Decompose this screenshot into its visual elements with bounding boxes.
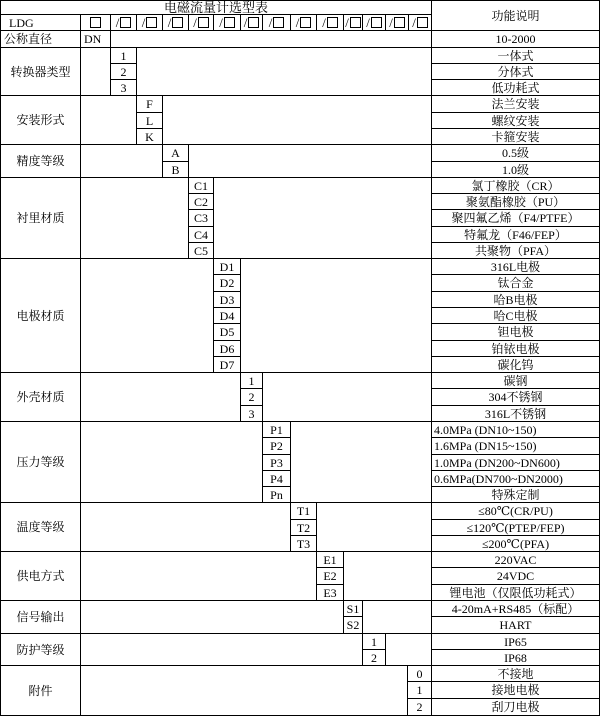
category-cell: 电极材质 [1,259,81,373]
desc-cell: 卡箍安装 [432,129,599,145]
model-slot-cell [363,15,386,31]
checkbox-icon [248,17,259,28]
checkbox-icon [273,17,284,28]
category-cell: 供电方式 [1,552,81,601]
checkbox-icon [198,17,209,28]
slash-separator: / [389,15,393,30]
spacer-cell [363,601,432,634]
code-cell: C4 [189,227,214,243]
checkbox-icon [417,17,428,28]
desc-cell: ≤120℃(PTEP/FEP) [432,520,599,536]
code-cell: S2 [344,617,363,634]
code-cell: 1 [111,48,137,64]
slash-separator: / [268,15,273,30]
code-cell: 2 [363,650,386,666]
model-slot-cell [291,15,317,31]
code-cell: C3 [189,210,214,227]
checkbox-icon [120,17,131,28]
checkbox-icon [146,17,157,28]
checkbox-icon [90,17,101,28]
code-cell: 1 [408,682,432,699]
desc-cell: 接地电极 [432,682,599,699]
spacer-cell [81,552,317,601]
desc-cell: 法兰安装 [432,96,599,113]
desc-cell: 分体式 [432,64,599,80]
spacer-cell [189,145,432,178]
code-cell: 0 [408,666,432,682]
desc-cell: ≤200℃(PFA) [432,536,599,552]
slash-separator: / [295,15,300,30]
desc-cell: 4.0MPa (DN10~150) [432,422,599,438]
code-cell: 2 [241,389,263,406]
model-slot-cell [317,15,344,31]
spacer-cell [81,48,111,96]
code-cell: T1 [291,503,317,520]
desc-cell: 刮刀电极 [491,700,540,714]
code-cell: D1 [214,259,241,275]
desc-cell: 316L电极 [432,259,599,275]
spacer-cell [137,48,432,96]
spacer-cell [386,634,432,666]
code-cell: C2 [189,194,214,210]
desc-cell: ≤80℃(CR/PU) [432,503,599,520]
slash-separator: / [366,15,370,30]
code-cell: 1 [241,373,263,389]
spacer-cell [81,373,241,422]
spacer-cell [111,31,432,48]
code-cell: 1 [363,634,386,650]
desc-cell: 1.0MPa (DN200~DN600) [432,455,599,471]
model-slot-cell [137,15,163,31]
code-cell: P4 [263,471,291,487]
desc-cell: 氯丁橡胶（CR） [432,178,599,194]
spacer-cell [81,145,163,178]
code-cell: D3 [214,292,241,308]
desc-cell: 哈C电极 [432,308,599,324]
desc-cell: 聚四氟乙烯（F4/PTFE） [432,210,599,227]
desc-cell: 1.0级 [432,162,599,178]
model-slot-cell [344,15,363,31]
slash-separator: / [322,15,326,30]
model-slot-cell [386,15,409,31]
category-cell: 外壳材质 [1,373,81,422]
code-cell: Pn [263,487,291,503]
desc-cell: 220VAC [432,552,599,568]
slash-separator: / [167,15,172,30]
checkbox-icon [350,17,361,28]
code-cell: D2 [214,275,241,292]
desc-cell: 铂铱电极 [432,341,599,357]
desc-cell: 低功耗式 [432,80,599,96]
desc-cell: 螺纹安装 [432,113,599,129]
spacer-cell [263,373,432,422]
model-slot-cell [241,15,263,31]
category-cell: 压力等级 [1,422,81,503]
code-cell: A [163,145,189,162]
code-cell: 2 [408,699,432,715]
code-cell: D4 [214,308,241,324]
spacer-cell [81,634,363,666]
model-slot-cell [189,15,214,31]
code-cell: K [137,129,163,145]
category-cell: 安装形式 [1,96,81,145]
model-slot-cell [409,15,432,31]
slash-separator: / [115,15,120,30]
desc-cell: IP65 [432,634,599,650]
spacer-cell [81,96,137,145]
spacer-cell [214,178,432,259]
code-cell: 3 [111,80,137,96]
spacer-cell [81,259,214,373]
spacer-cell [81,503,291,552]
desc-cell: 不接地 [432,666,599,682]
table-title: 电磁流量计选型表 [1,1,432,15]
desc-cell: 特氟龙（F46/FEP） [432,227,599,243]
checkbox-icon [371,17,382,28]
desc-cell: 碳化钨 [432,357,599,373]
desc-cell: 1.6MPa (DN15~150) [432,438,599,455]
desc-cell: 钛合金 [432,275,599,292]
code-cell: B [163,162,189,178]
spacer-cell [81,422,263,503]
spacer-cell [163,96,432,145]
code-cell: E1 [317,552,344,568]
category-cell: 防护等级 [1,634,81,666]
checkbox-icon [394,17,405,28]
function-column-header: 功能说明 [432,1,599,31]
code-cell: 2 [111,64,137,80]
desc-cell: 共聚物（PFA） [432,243,599,259]
slash-separator: / [412,15,416,30]
category-cell: 转换器类型 [1,48,81,96]
desc-cell: 锂电池（仅限低功耗式） [432,585,599,601]
code-cell: D7 [214,357,241,373]
code-cell: S1 [344,601,363,617]
desc-cell: 一体式 [432,48,599,64]
spacer-cell [81,601,344,634]
slash-separator: / [345,15,349,30]
checkbox-icon [224,17,235,28]
desc-cell: HART [432,617,599,634]
category-cell: 温度等级 [1,503,81,552]
spacer-cell [81,178,189,259]
model-checkbox-cell [81,15,111,31]
model-prefix-cell: LDG [1,15,81,31]
desc-cell: IP68 [432,650,599,666]
code-cell: T2 [291,520,317,536]
category-cell: 精度等级 [1,145,81,178]
spacer-cell [344,552,432,601]
spacer-cell [241,259,432,373]
desc-cell: 聚氨酯橡胶（PU） [432,194,599,210]
code-cell: D5 [214,324,241,341]
desc-cell: 10-2000 [432,31,599,48]
desc-cell: 特殊定制 [432,487,599,503]
model-slot-cell [214,15,241,31]
model-slot-cell [111,15,137,31]
code-cell: C5 [189,243,214,259]
desc-cell: 316L不锈钢 [432,406,599,422]
spacer-cell [291,422,432,503]
category-cell: 附件 [1,666,81,715]
code-cell: C1 [189,178,214,194]
desc-cell: 哈B电极 [432,292,599,308]
category-cell: 衬里材质 [1,178,81,259]
checkbox-icon [300,17,311,28]
code-cell: P2 [263,438,291,455]
code-cell: L [137,113,163,129]
slash-separator: / [193,15,197,30]
code-cell: DN [81,31,111,48]
code-cell: D6 [214,341,241,357]
slash-separator: / [243,15,248,30]
spacer-cell [317,503,432,552]
model-slot-cell [263,15,291,31]
model-slot-cell [163,15,189,31]
category-cell: 信号输出 [1,601,81,634]
category-cell: 公称直径 [1,31,81,48]
desc-cell: 4-20mA+RS485（标配） [432,601,599,617]
code-cell: T3 [291,536,317,552]
checkbox-icon [327,17,338,28]
code-cell: 3 [241,406,263,422]
desc-cell: 0.5级 [432,145,599,162]
checkbox-icon [172,17,183,28]
code-cell: E2 [317,568,344,585]
code-cell: P1 [263,422,291,438]
desc-cell: 24VDC [432,568,599,585]
desc-cell: 304不锈钢 [432,389,599,406]
code-cell: P3 [263,455,291,471]
desc-cell: 钽电极 [432,324,599,341]
desc-cell: 碳钢 [432,373,599,389]
code-cell: E3 [317,585,344,601]
code-cell: F [137,96,163,113]
slash-separator: / [141,15,146,30]
desc-cell: 0.6MPa(DN700~DN2000) [432,471,599,487]
spacer-cell [81,666,408,715]
slash-separator: / [219,15,223,30]
